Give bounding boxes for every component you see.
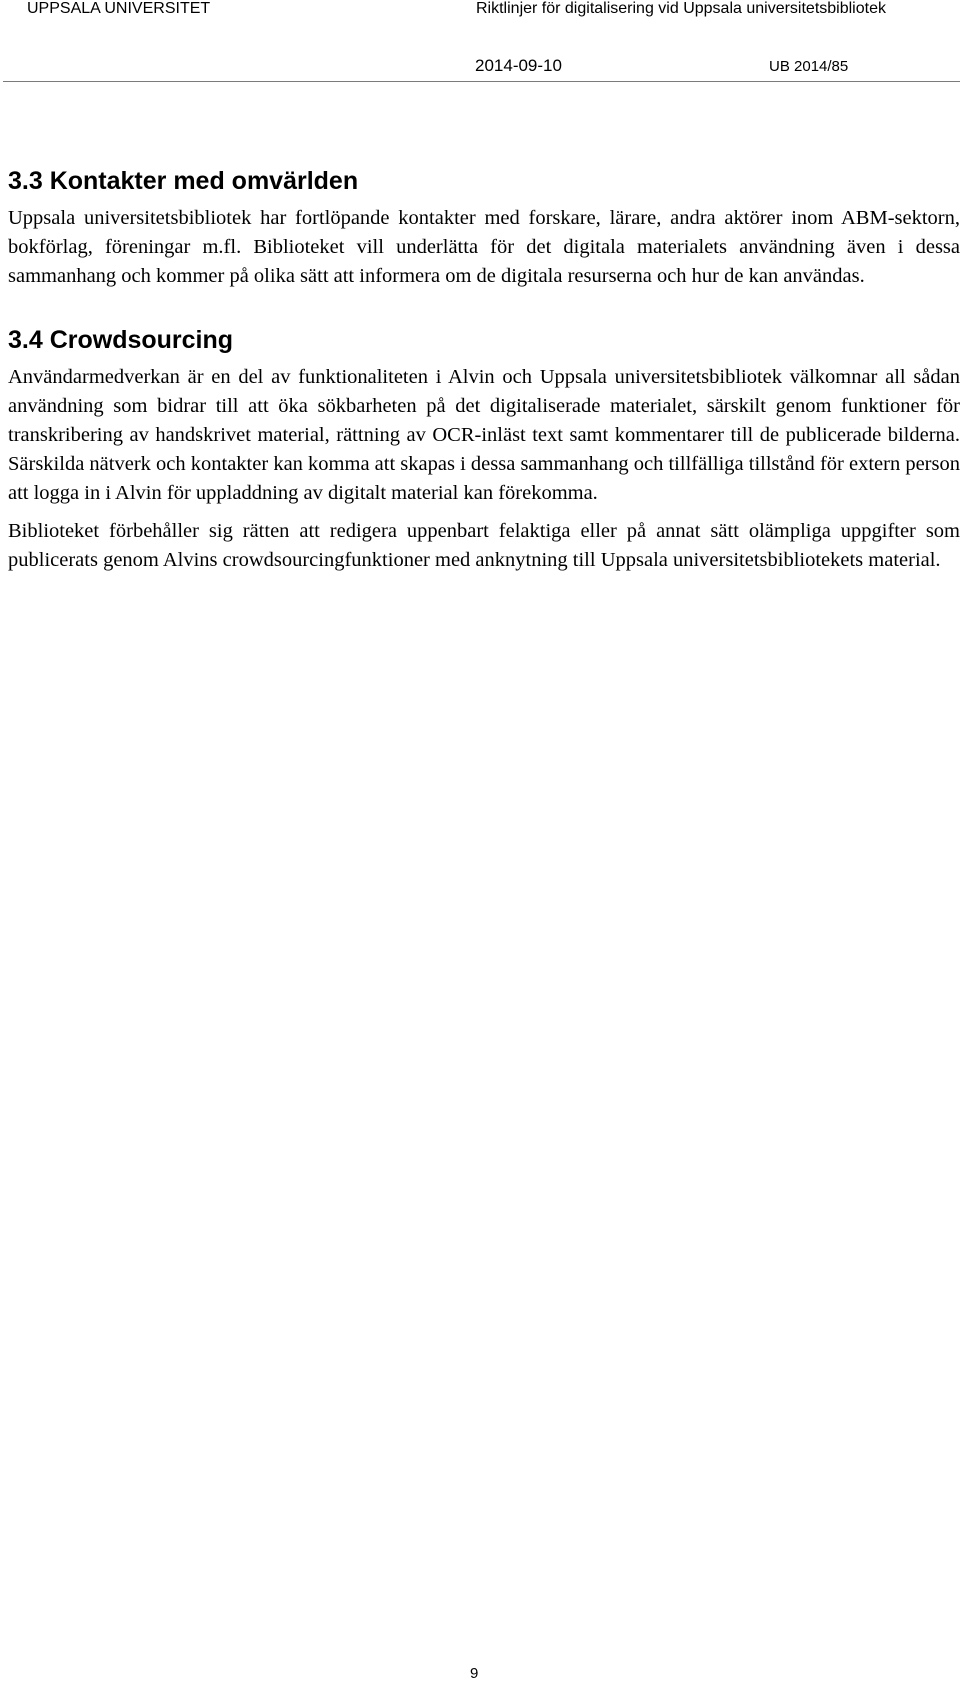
header-document-title: Riktlinjer för digitalisering vid Uppsala universitetsbibliotek <box>476 0 886 17</box>
header-divider <box>3 81 960 82</box>
section-heading-kontakter: 3.3 Kontakter med omvärlden <box>8 167 359 195</box>
header-organization: UPPSALA UNIVERSITET <box>27 0 211 17</box>
document-body <box>8 166 960 575</box>
section-paragraph: Biblioteket förbehåller sig rätten att redigera uppenbart felaktiga eller på annat sätt olämpliga uppgifter som publicerats genom Alvins crowdsourcingfunktioner med anknytning till Uppsala universitetsbibliotekets material. <box>8 520 960 571</box>
page-number: 9 <box>470 1665 479 1682</box>
section-heading-crowdsourcing: 3.4 Crowdsourcing <box>8 326 234 354</box>
header-reference: UB 2014/85 <box>769 58 849 75</box>
section-paragraph: Uppsala universitetsbibliotek har fortlöpande kontakter med forskare, lärare, andra aktörer inom ABM-sektorn, bokförlag, föreningar m.fl. Biblioteket vill underlätta för det digitala materialets användning även i dessa sammanhang och kommer på olika sätt att informera om de digitala resurserna och hur de kan användas. <box>8 207 960 287</box>
section-paragraph: Användarmedverkan är en del av funktionaliteten i Alvin och Uppsala universitetsbibliotek välkomnar all sådan användning som bidrar till att öka sökbarheten på det digitaliserade materialet, särskilt genom funktioner för transkribering av handskrivet material, rättning av OCR-inläst text samt kommentarer till de publicerade bilderna. Särskilda nätverk och kontakter kan komma att skapas i dessa sammanhang och tillfälliga tillstånd för extern person att logga in i Alvin för uppladdning av digitalt material kan förekomma. <box>8 366 960 504</box>
header-date: 2014-09-10 <box>475 56 562 75</box>
